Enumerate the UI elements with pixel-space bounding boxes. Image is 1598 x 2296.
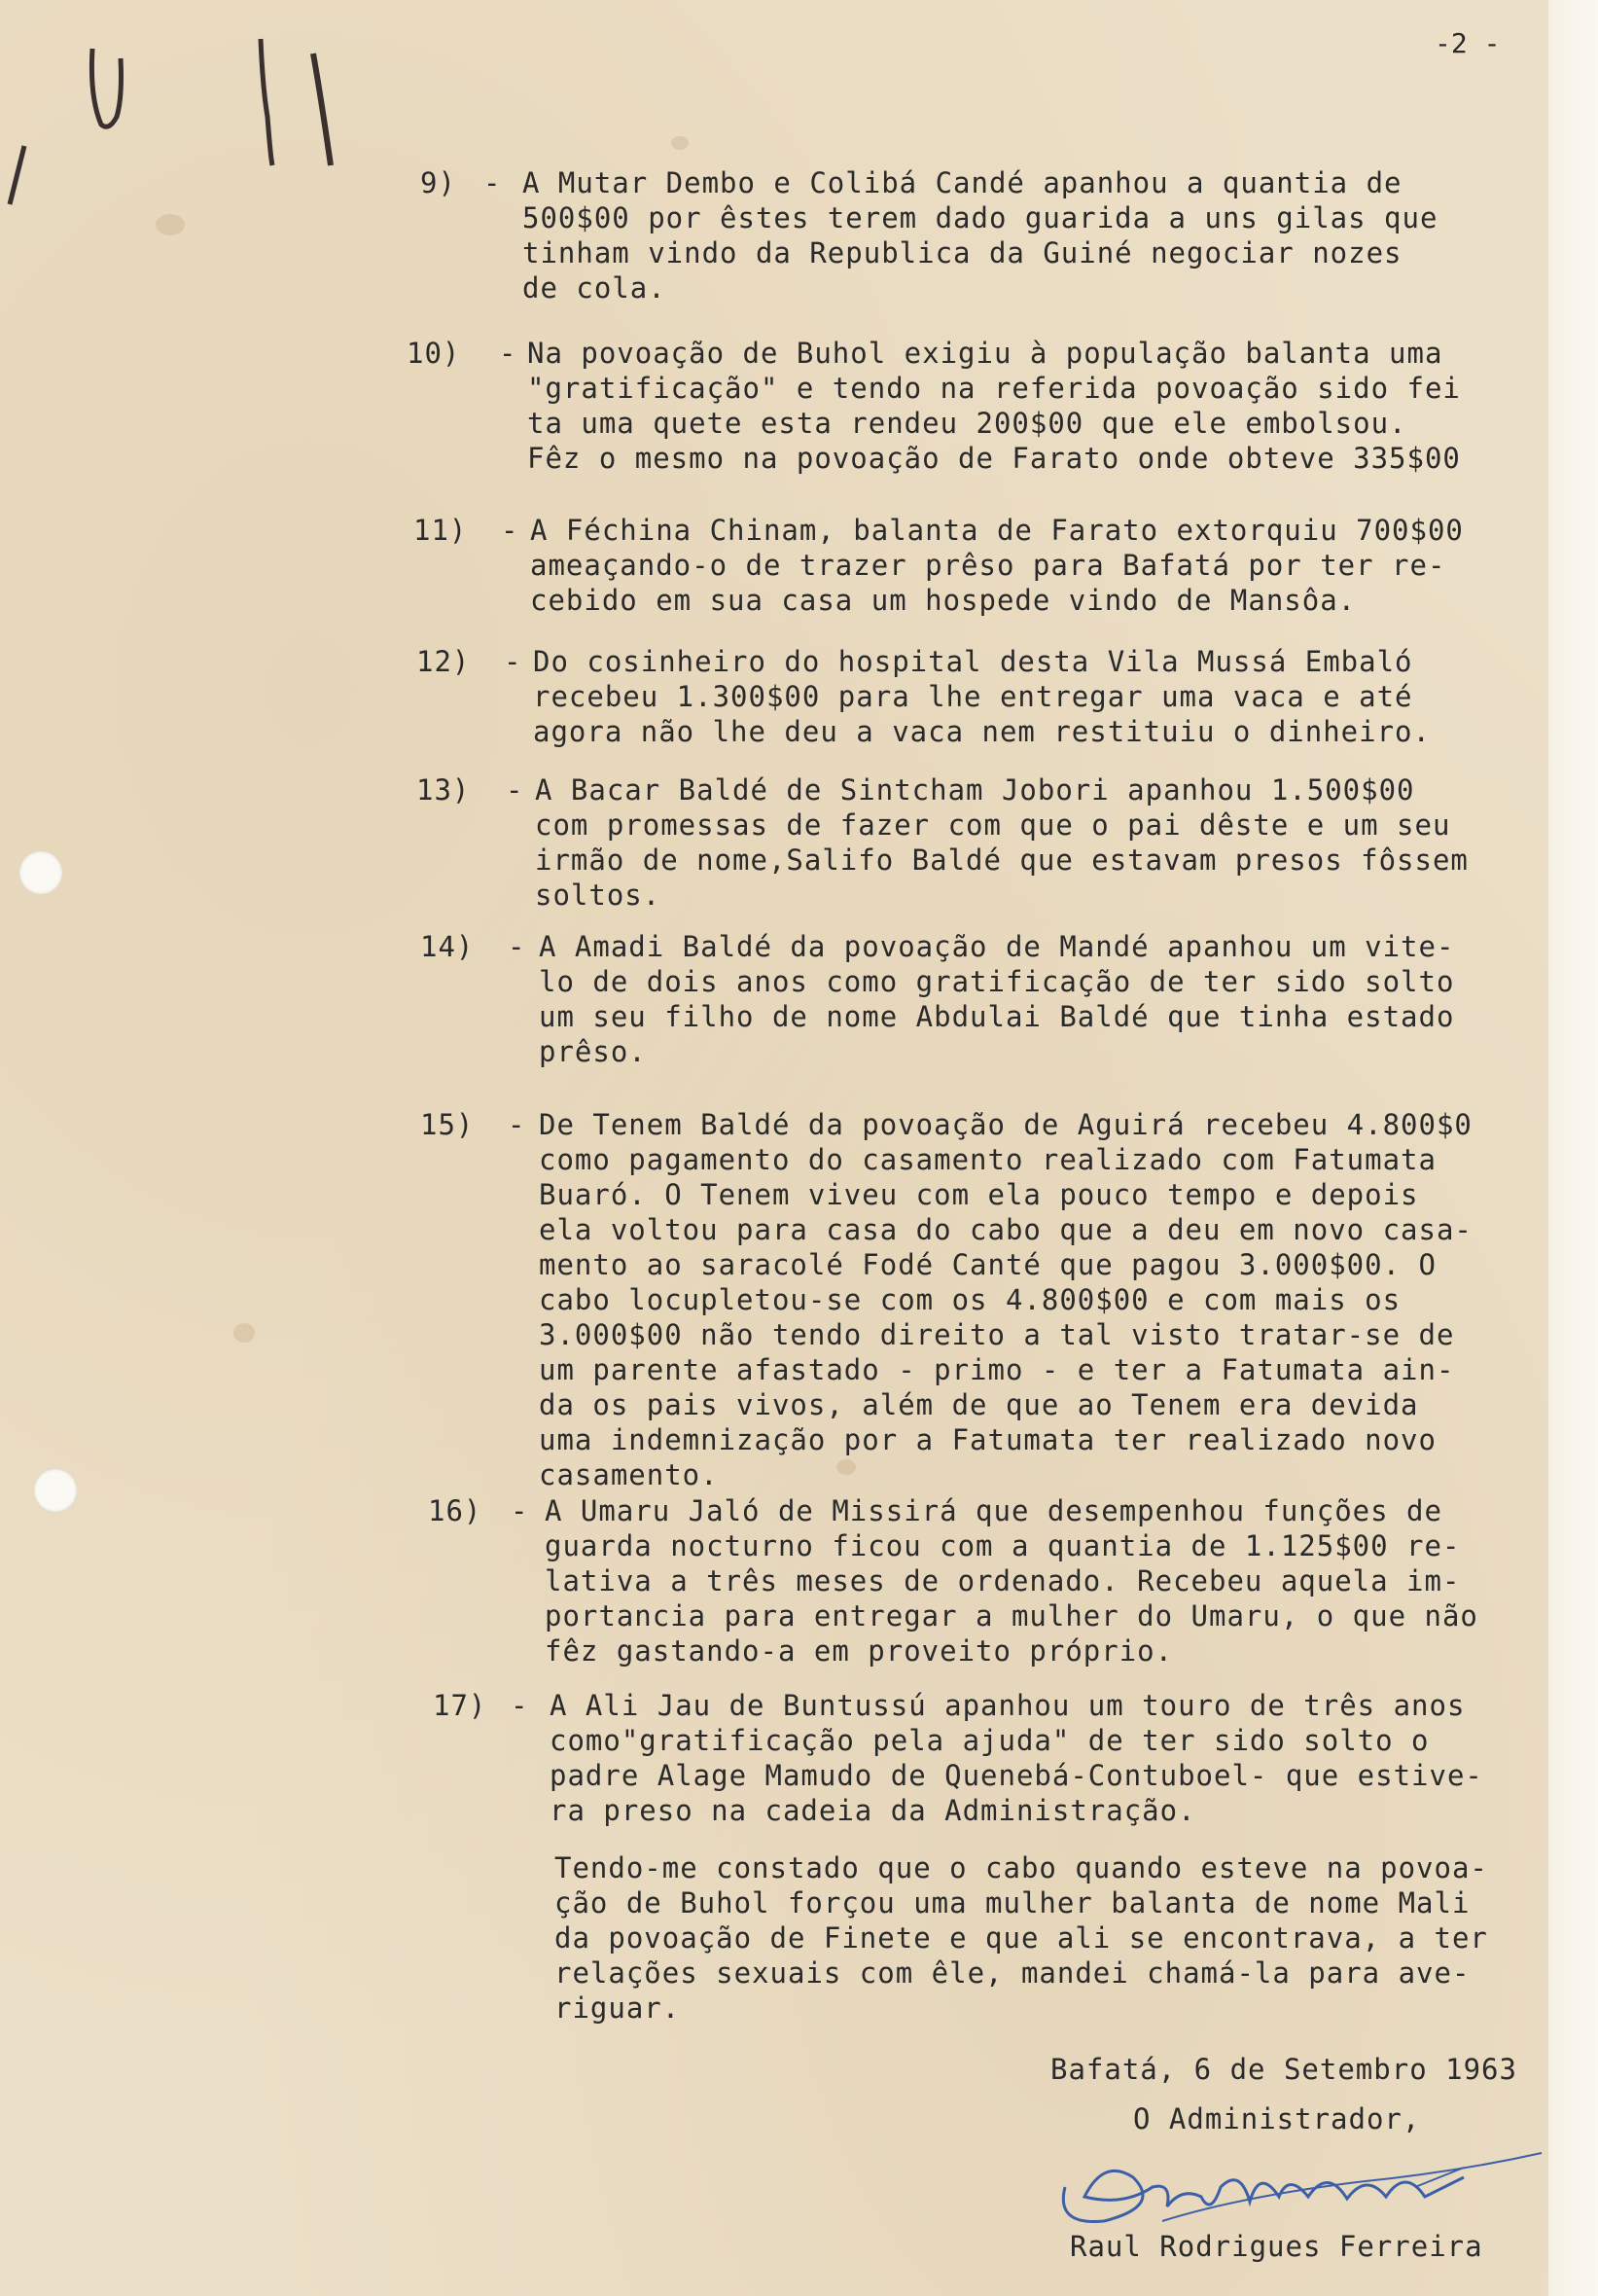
item-text: A Ali Jau de Buntussú apanhou um touro de três anos como"gratificação pela ajuda" de ter sido solto o padre Alage Mamudo de Quenebá-Contuboel- que estive- ra preso na cadeia da Administração. bbox=[550, 1689, 1483, 1827]
item-number: 9) bbox=[420, 166, 456, 199]
page-number: -2 - bbox=[1435, 27, 1501, 59]
item-number: 10) bbox=[407, 337, 461, 370]
item-number: 17) bbox=[433, 1689, 487, 1722]
item-number: 12) bbox=[416, 645, 471, 678]
item-number: 15) bbox=[420, 1108, 475, 1141]
place-date: Bafatá, 6 de Setembro 1963 bbox=[1050, 2053, 1517, 2086]
item-text: De Tenem Baldé da povoação de Aguirá recebeu 4.800$0 como pagamento do casamento realizado com Fatumata Buaró. O Tenem viveu com ela pouco tempo e depois ela voltou para casa do cabo que a deu em novo casa- mento ao saracolé Fodé Canté que pagou 3.000$00. O cabo locupletou-se com os 4.800$00 e com mais os 3.000$00 não tendo direito a tal visto tratar-se de um parente afastado - primo - e ter a Fatumata ain- da os pais vivos, além de que ao Tenem era devida uma indemnização por a Fatumata ter realizado novo casamento. bbox=[539, 1108, 1473, 1491]
item-dash: - bbox=[511, 1494, 529, 1527]
closing-paragraph: Tendo-me constado que o cabo quando esteve na povoa- ção de Buhol forçou uma mulher balanta de nome Mali da povoação de Finete e que ali se encontrava, a ter relações sexuais com êle, mandei chamá-la para ave- riguar. bbox=[554, 1851, 1488, 2025]
item-dash: - bbox=[511, 1689, 529, 1722]
item-dash: - bbox=[483, 166, 502, 199]
item-number: 13) bbox=[416, 773, 471, 807]
stain bbox=[671, 136, 689, 150]
item-dash: - bbox=[506, 773, 524, 807]
item-number: 14) bbox=[420, 930, 475, 963]
punch-hole bbox=[34, 1469, 77, 1512]
pencil-marks bbox=[0, 19, 370, 214]
stain bbox=[156, 214, 185, 235]
item-text: A Amadi Baldé da povoação de Mandé apanhou um vite- lo de dois anos como gratificação de ter sido solto um seu filho de nome Abdulai Baldé que tinha estado prêso. bbox=[539, 930, 1455, 1068]
item-dash: - bbox=[504, 645, 522, 678]
item-number: 11) bbox=[413, 514, 468, 547]
item-text: A Umaru Jaló de Missirá que desempenhou funções de guarda nocturno ficou com a quantia de 1.125$00 re- lativa a três meses de ordenado. Recebeu aquela im- portancia para entregar a mulher do Umaru, o que não fêz gastando-a em proveito próprio. bbox=[545, 1494, 1478, 1668]
stain bbox=[233, 1323, 255, 1343]
item-dash: - bbox=[508, 930, 526, 963]
item-text: A Bacar Baldé de Sintcham Jobori apanhou 1.500$00 com promessas de fazer com que o pai dêste e um seu irmão de nome,Salifo Baldé que estavam presos fôssem soltos. bbox=[535, 773, 1469, 912]
punch-hole bbox=[19, 851, 62, 894]
item-dash: - bbox=[508, 1108, 526, 1141]
item-text: A Mutar Dembo e Colibá Candé apanhou a quantia de 500$00 por êstes terem dado guarida a uns gilas que tinham vindo da Republica da Guiné negociar nozes de cola. bbox=[522, 166, 1438, 305]
item-text: A Féchina Chinam, balanta de Farato extorquiu 700$00 ameaçando-o de trazer prêso para Bafatá por ter re- cebido em sua casa um hospede vindo de Mansôa. bbox=[530, 514, 1464, 617]
item-dash: - bbox=[499, 337, 517, 370]
signoff: O Administrador, bbox=[1133, 2102, 1421, 2135]
signer-name: Raul Rodrigues Ferreira bbox=[1070, 2230, 1483, 2263]
item-text: Na povoação de Buhol exigiu à população balanta uma "gratificação" e tendo na referida povoação sido fei ta uma quete esta rendeu 200$00 que ele embolsou. Fêz o mesmo na povoação de Farato onde obteve 335$00 bbox=[527, 337, 1461, 475]
item-number: 16) bbox=[428, 1494, 482, 1527]
item-text: Do cosinheiro do hospital desta Vila Mussá Embaló recebeu 1.300$00 para lhe entregar uma vaca e até agora não lhe deu a vaca nem restituiu o dinheiro. bbox=[533, 645, 1431, 748]
item-dash: - bbox=[501, 514, 519, 547]
handwritten-signature bbox=[1046, 2129, 1551, 2245]
